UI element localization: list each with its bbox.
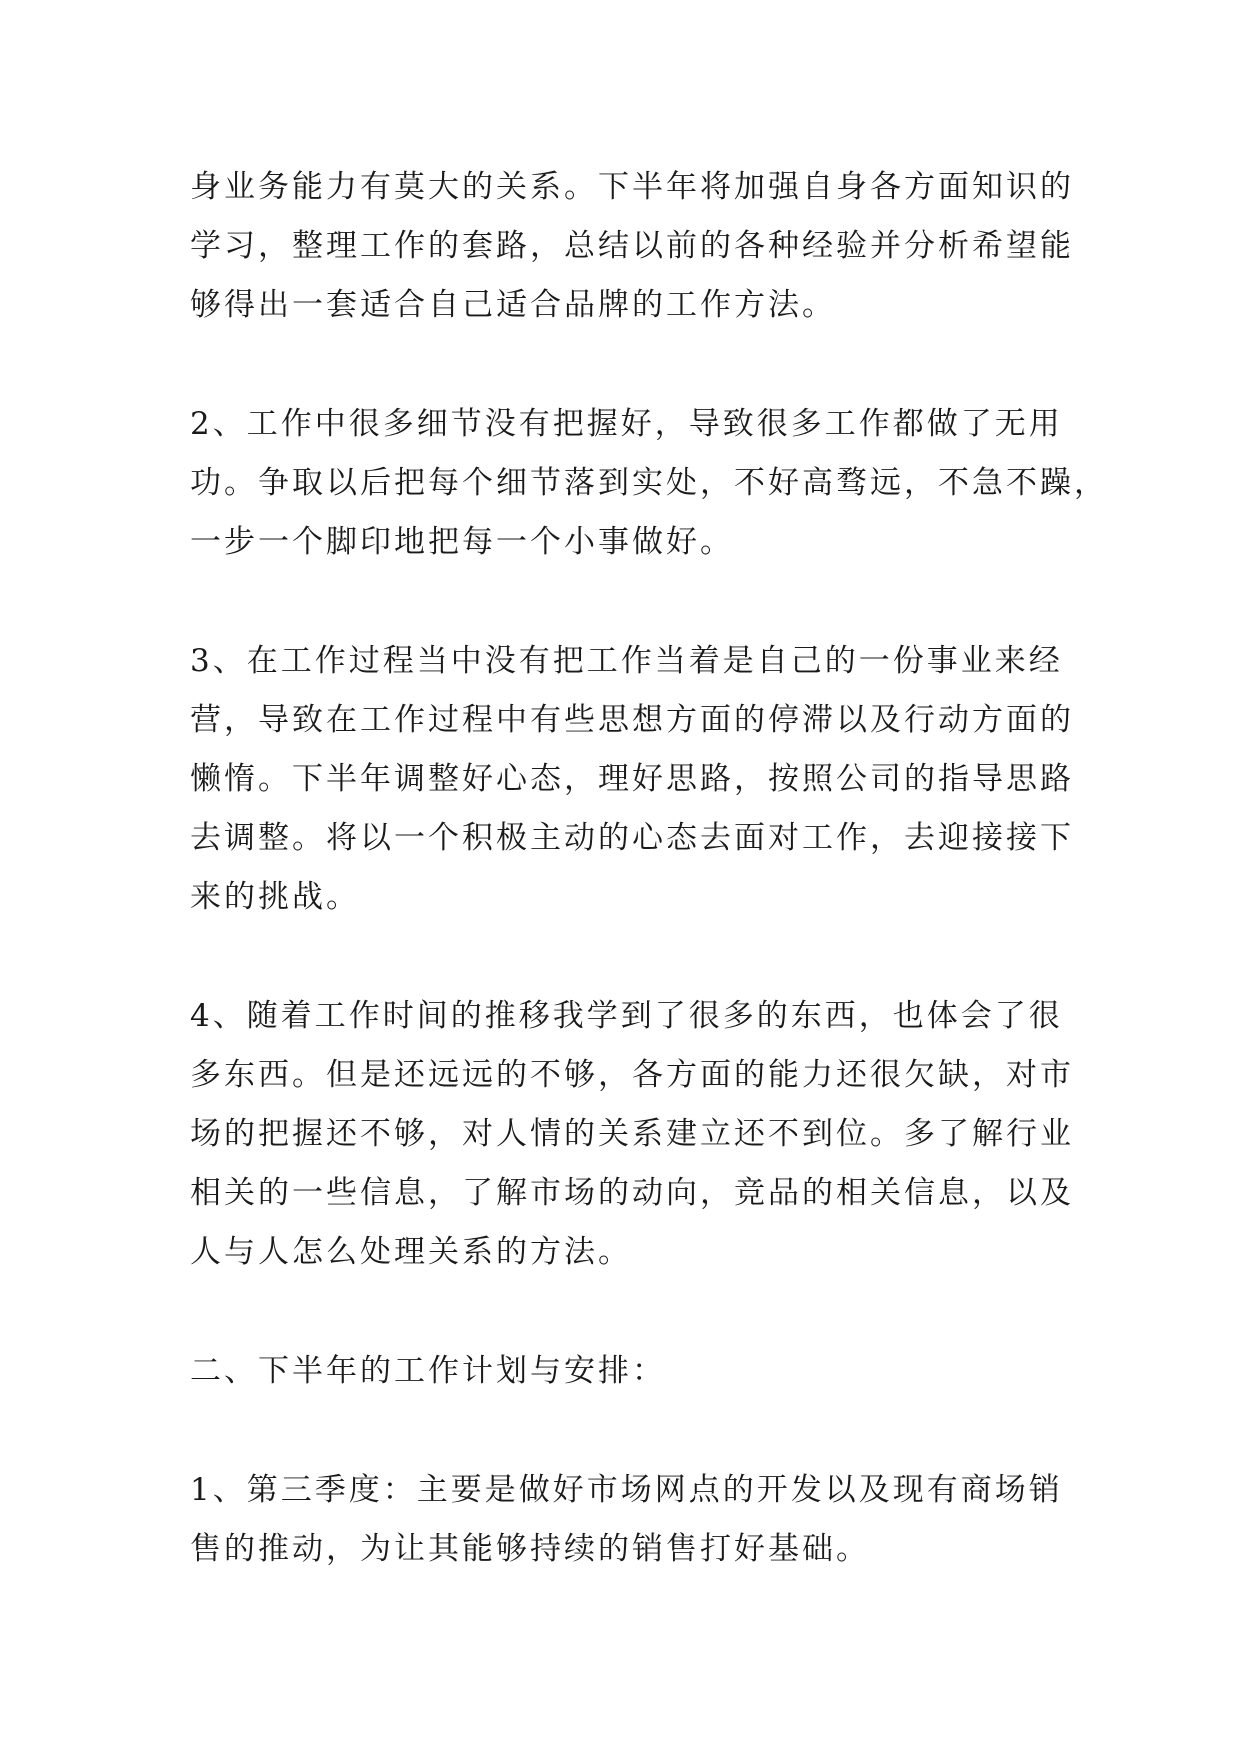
text-line: 一步一个脚印地把每一个小事做好。	[190, 524, 734, 560]
text-line: 多东西。但是还远远的不够，各方面的能力还很欠缺，对市	[190, 1057, 1074, 1093]
text-line: 售的推动，为让其能够持续的销售打好基础。	[190, 1531, 870, 1567]
text-line: 场的把握还不够，对人情的关系建立还不到位。多了解行业	[190, 1116, 1074, 1152]
text-line: 1、第三季度：主要是做好市场网点的开发以及现有商场销	[190, 1472, 1063, 1508]
text-line: 人与人怎么处理关系的方法。	[190, 1234, 632, 1270]
text-line: 去调整。将以一个积极主动的心态去面对工作，去迎接接下	[190, 820, 1074, 856]
text-line: 来的挑战。	[190, 879, 360, 915]
text-line: 功。争取以后把每个细节落到实处，不好高骛远，不急不躁，	[190, 465, 1108, 501]
text-line: 营，导致在工作过程中有些思想方面的停滞以及行动方面的	[190, 702, 1074, 738]
section-heading	[190, 1342, 1054, 1401]
text-line: 身业务能力有莫大的关系。下半年将加强自身各方面知识的	[190, 169, 1074, 205]
document-body	[190, 158, 1108, 1639]
text-line: 4、随着工作时间的推移我学到了很多的东西，也体会了很	[190, 998, 1063, 1034]
text-line: 二、下半年的工作计划与安排：	[190, 1353, 666, 1389]
paragraph-4	[190, 987, 1074, 1282]
paragraph-2	[190, 395, 1108, 572]
text-line: 懒惰。下半年调整好心态，理好思路，按照公司的指导思路	[190, 761, 1074, 797]
paragraph-3	[190, 632, 1074, 927]
paragraph-1	[190, 158, 1074, 335]
text-line: 够得出一套适合自己适合品牌的工作方法。	[190, 287, 836, 323]
text-line: 学习，整理工作的套路，总结以前的各种经验并分析希望能	[190, 228, 1074, 264]
text-line: 相关的一些信息，了解市场的动向，竞品的相关信息，以及	[190, 1175, 1074, 1211]
text-line: 3、在工作过程当中没有把工作当着是自己的一份事业来经	[190, 643, 1063, 679]
text-line: 2、工作中很多细节没有把握好，导致很多工作都做了无用	[190, 406, 1063, 442]
paragraph-6	[190, 1461, 1063, 1579]
